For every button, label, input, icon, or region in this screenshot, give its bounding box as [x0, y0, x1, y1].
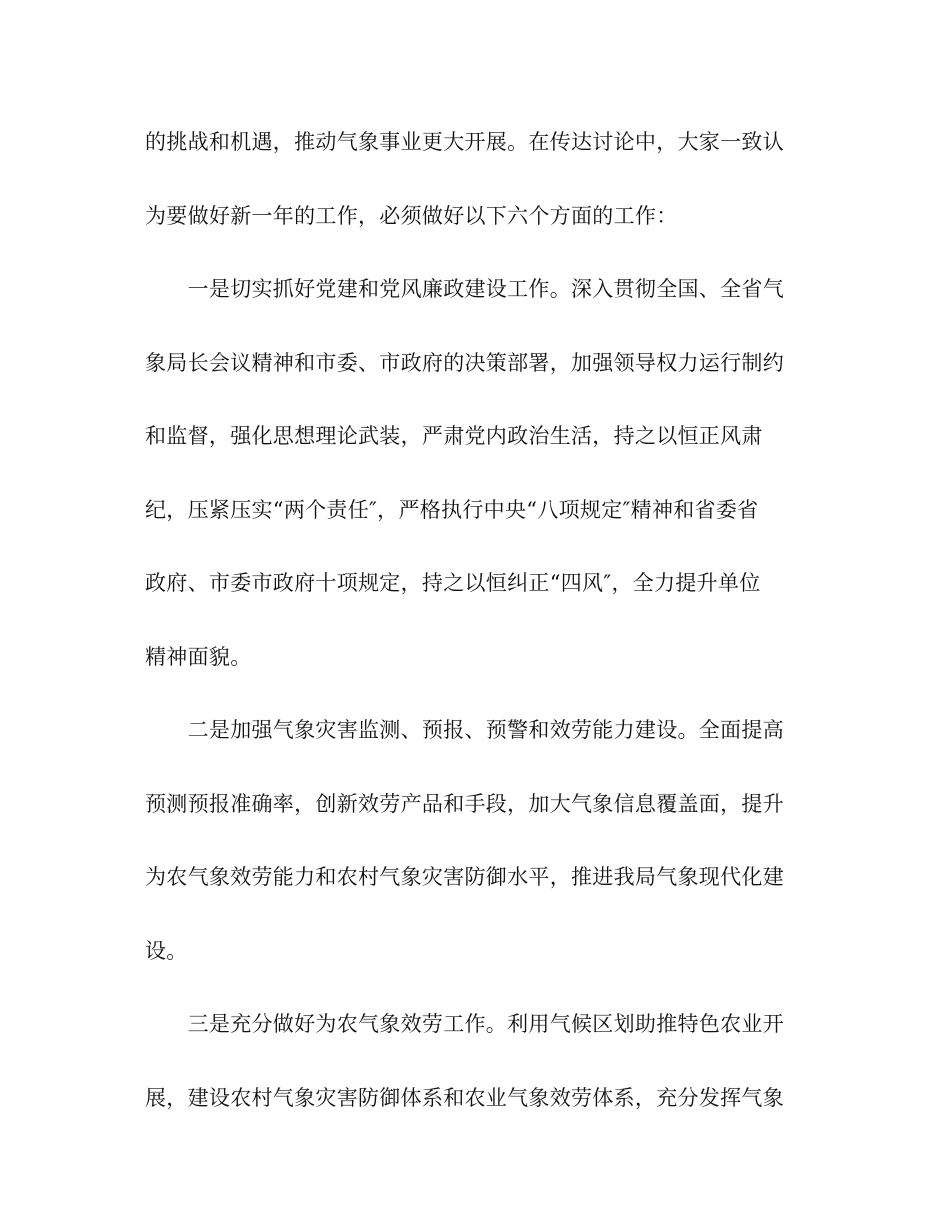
- body-text: [145, 116, 805, 1145]
- text-line: 设。: [145, 938, 188, 963]
- text-line: 二是加强气象灾害监测、预报、预警和效劳能力建设。全面提高: [145, 718, 784, 742]
- text-line: 预测预报准确率，创新效劳产品和手段，加大气象信息覆盖面，提升: [145, 791, 784, 816]
- text-line: 为要做好新一年的工作，必须做好以下六个方面的工作：: [145, 203, 678, 228]
- text-line: 纪，压紧压实“两个责任″，严格执行中央“八项规定″精神和省委省: [145, 497, 759, 522]
- text-line: 精神面貌。: [145, 644, 252, 669]
- text-line: 一是切实抓好党建和党风廉政建设工作。深入贯彻全国、全省气: [145, 277, 784, 301]
- text-line: 三是充分做好为农气象效劳工作。利用气候区划助推特色农业开: [145, 1012, 784, 1036]
- text-line: 象局长会议精神和市委、市政府的决策部署，加强领导权力运行制约: [145, 350, 784, 375]
- text-line: 展，建设农村气象灾害防御体系和农业气象效劳体系，充分发挥气象: [145, 1085, 784, 1110]
- text-line: 政府、市委市政府十项规定，持之以恒纠正“四风″，全力提升单位: [145, 571, 761, 595]
- text-line: 为农气象效劳能力和农村气象灾害防御水平，推进我局气象现代化建: [145, 865, 784, 889]
- text-line: 的挑战和机遇，推动气象事业更大开展。在传达讨论中，大家一致认: [145, 130, 784, 154]
- text-line: 和监督，强化思想理论武装，严肃党内政治生活，持之以恒正风肃: [145, 424, 763, 448]
